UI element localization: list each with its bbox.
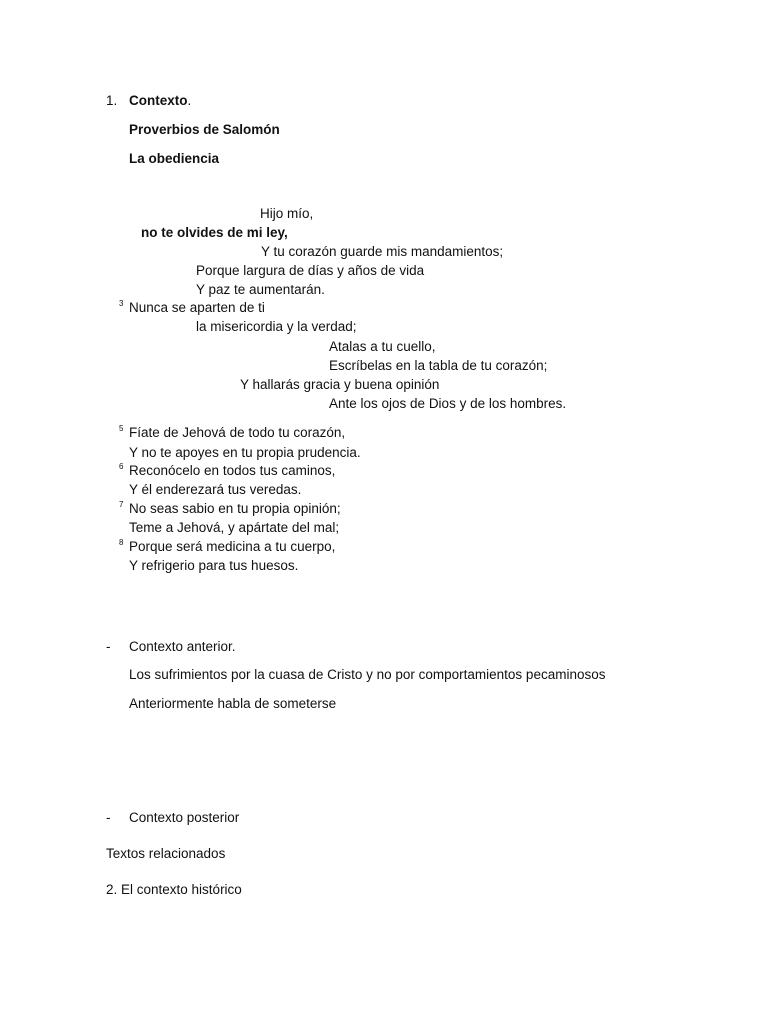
topic-title: La obediencia (129, 151, 220, 166)
anterior-heading: Contexto anterior. (129, 639, 236, 654)
section-heading-text: Contexto (129, 93, 188, 108)
verse-number: 6 (119, 462, 124, 471)
verse-line: Hijo mío, (260, 206, 314, 221)
verse-line: Fíate de Jehová de todo tu corazón, (129, 425, 346, 440)
verse-line: No seas sabio en tu propia opinión; (129, 501, 341, 516)
section-number: 1. (106, 93, 118, 108)
section2-heading: 2. El contexto histórico (106, 882, 242, 897)
verse-line: Y paz te aumentarán. (196, 282, 325, 297)
verse-line: Y tu corazón guarde mis mandamientos; (261, 244, 504, 259)
verse-line: Y no te apoyes en tu propia prudencia. (129, 445, 361, 460)
verse-line: Y refrigerio para tus huesos. (129, 558, 299, 573)
anterior-line: Los sufrimientos por la cuasa de Cristo y no por comportamientos pecaminosos (129, 667, 606, 682)
verse-line: Reconócelo en todos tus caminos, (129, 463, 336, 478)
verse-number: 5 (119, 424, 124, 433)
posterior-heading: Contexto posterior (129, 810, 240, 825)
verse-line: Teme a Jehová, y apártate del mal; (129, 520, 340, 535)
verse-line-bold: no te olvides de mi ley, (141, 225, 288, 240)
verse-line: Nunca se aparten de ti (129, 300, 265, 315)
list-bullet: - (106, 810, 111, 825)
verse-line: Atalas a tu cuello, (329, 339, 436, 354)
verse-line: la misericordia y la verdad; (196, 319, 357, 334)
verse-number: 8 (119, 538, 124, 547)
section-heading (129, 93, 191, 109)
section-heading-period: . (187, 93, 192, 108)
verse-number: 7 (119, 500, 124, 509)
verse-number: 3 (119, 299, 124, 308)
book-title: Proverbios de Salomón (129, 122, 280, 137)
verse-line: Ante los ojos de Dios y de los hombres. (329, 396, 567, 411)
verse-line: Y él enderezará tus veredas. (129, 482, 302, 497)
verse-line: Porque largura de días y años de vida (196, 263, 425, 278)
verse-line: Porque será medicina a tu cuerpo, (129, 539, 336, 554)
verse-line: Escríbelas en la tabla de tu corazón; (329, 358, 548, 373)
related-texts-heading: Textos relacionados (106, 846, 226, 861)
verse-line: Y hallarás gracia y buena opinión (240, 377, 440, 392)
anterior-line: Anteriormente habla de someterse (129, 696, 337, 711)
list-bullet: - (106, 639, 111, 654)
